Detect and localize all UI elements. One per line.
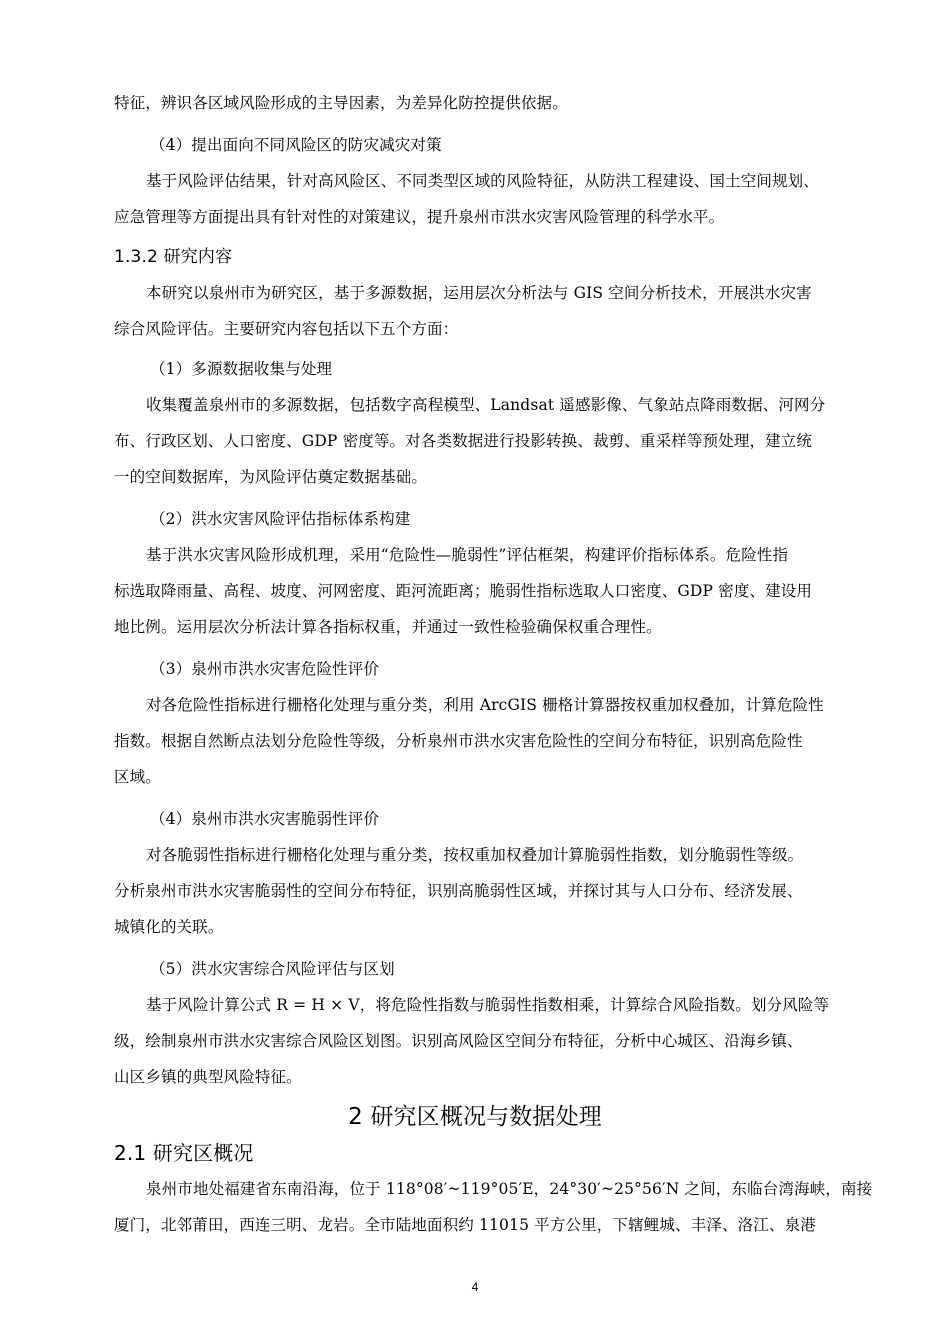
body-line: 一的空间数据库，为风险评估奠定数据基础。 [114, 468, 428, 486]
body-line: 级，绘制泉州市洪水灾害综合风险区划图。识别高风险区空间分布特征，分析中心城区、沿海乡镇、 [114, 1032, 803, 1050]
subsection-item-title: （3）泉州市洪水灾害危险性评价 [150, 660, 380, 678]
subsection-item-title: （4）泉州市洪水灾害脆弱性评价 [150, 810, 380, 828]
body-line: 本研究以泉州市为研究区，基于多源数据，运用层次分析法与 GIS 空间分析技术，开展洪水灾害 [146, 284, 812, 302]
body-line: 地比例。运用层次分析法计算各指标权重，并通过一致性检验确保权重合理性。 [114, 618, 662, 636]
body-line: 应急管理等方面提出具有针对性的对策建议，提升泉州市洪水灾害风险管理的科学水平。 [114, 208, 725, 226]
body-line: 标选取降雨量、高程、坡度、河网密度、距河流距离；脆弱性指标选取人口密度、GDP 密度、建设用 [114, 582, 813, 600]
body-line: 特征，辨识各区域风险形成的主导因素，为差异化防控提供依据。 [114, 94, 568, 112]
body-line: 基于风险评估结果，针对高风险区、不同类型区域的风险特征，从防洪工程建设、国土空间规划、 [146, 172, 819, 190]
body-line: 基于洪水灾害风险形成机理，采用“危险性—脆弱性”评估框架，构建评价指标体系。危险性指 [146, 546, 789, 564]
body-line: 综合风险评估。主要研究内容包括以下五个方面： [114, 320, 459, 338]
body-line: 泉州市地处福建省东南沿海，位于 118°08′~119°05′E，24°30′~25°56′N 之间，东临台湾海峡，南接 [146, 1180, 873, 1198]
body-line: 收集覆盖泉州市的多源数据，包括数字高程模型、Landsat 遥感影像、气象站点降雨数据、河网分 [146, 396, 826, 414]
section-heading-1-3-2: 1.3.2 研究内容 [114, 247, 233, 267]
body-line: 厦门，北邻莆田，西连三明、龙岩。全市陆地面积约 11015 平方公里，下辖鲤城、丰泽、洛江、泉港 [114, 1216, 816, 1234]
body-line: 山区乡镇的典型风险特征。 [114, 1068, 302, 1086]
body-line: 分析泉州市洪水灾害脆弱性的空间分布特征，识别高脆弱性区域，并探讨其与人口分布、经济发展、 [114, 882, 803, 900]
body-line: 基于风险计算公式 R = H × V，将危险性指数与脆弱性指数相乘，计算综合风险指数。划分风险等 [146, 996, 830, 1014]
body-line: 城镇化的关联。 [114, 918, 224, 936]
body-line: 布、行政区划、人口密度、GDP 密度等。对各类数据进行投影转换、裁剪、重采样等预处理，建立统 [114, 432, 813, 450]
subsection-item-title: （4）提出面向不同风险区的防灾减灾对策 [150, 136, 442, 154]
body-line: 指数。根据自然断点法划分危险性等级，分析泉州市洪水灾害危险性的空间分布特征，识别高危险性 [114, 732, 803, 750]
body-line: 对各脆弱性指标进行栅格化处理与重分类，按权重加权叠加计算脆弱性指数，划分脆弱性等级。 [146, 846, 804, 864]
chapter-heading: 2 研究区概况与数据处理 [348, 1104, 602, 1130]
subsection-item-title: （2）洪水灾害风险评估指标体系构建 [150, 510, 411, 528]
section-heading-2-1: 2.1 研究区概况 [114, 1141, 254, 1165]
subsection-item-title: （1）多源数据收集与处理 [150, 360, 333, 378]
body-line: 对各危险性指标进行栅格化处理与重分类，利用 ArcGIS 栅格计算器按权重加权叠加，计算危险性 [146, 696, 824, 714]
page-number: 4 [471, 1280, 479, 1294]
body-line: 区域。 [114, 768, 161, 786]
subsection-item-title: （5）洪水灾害综合风险评估与区划 [150, 960, 395, 978]
